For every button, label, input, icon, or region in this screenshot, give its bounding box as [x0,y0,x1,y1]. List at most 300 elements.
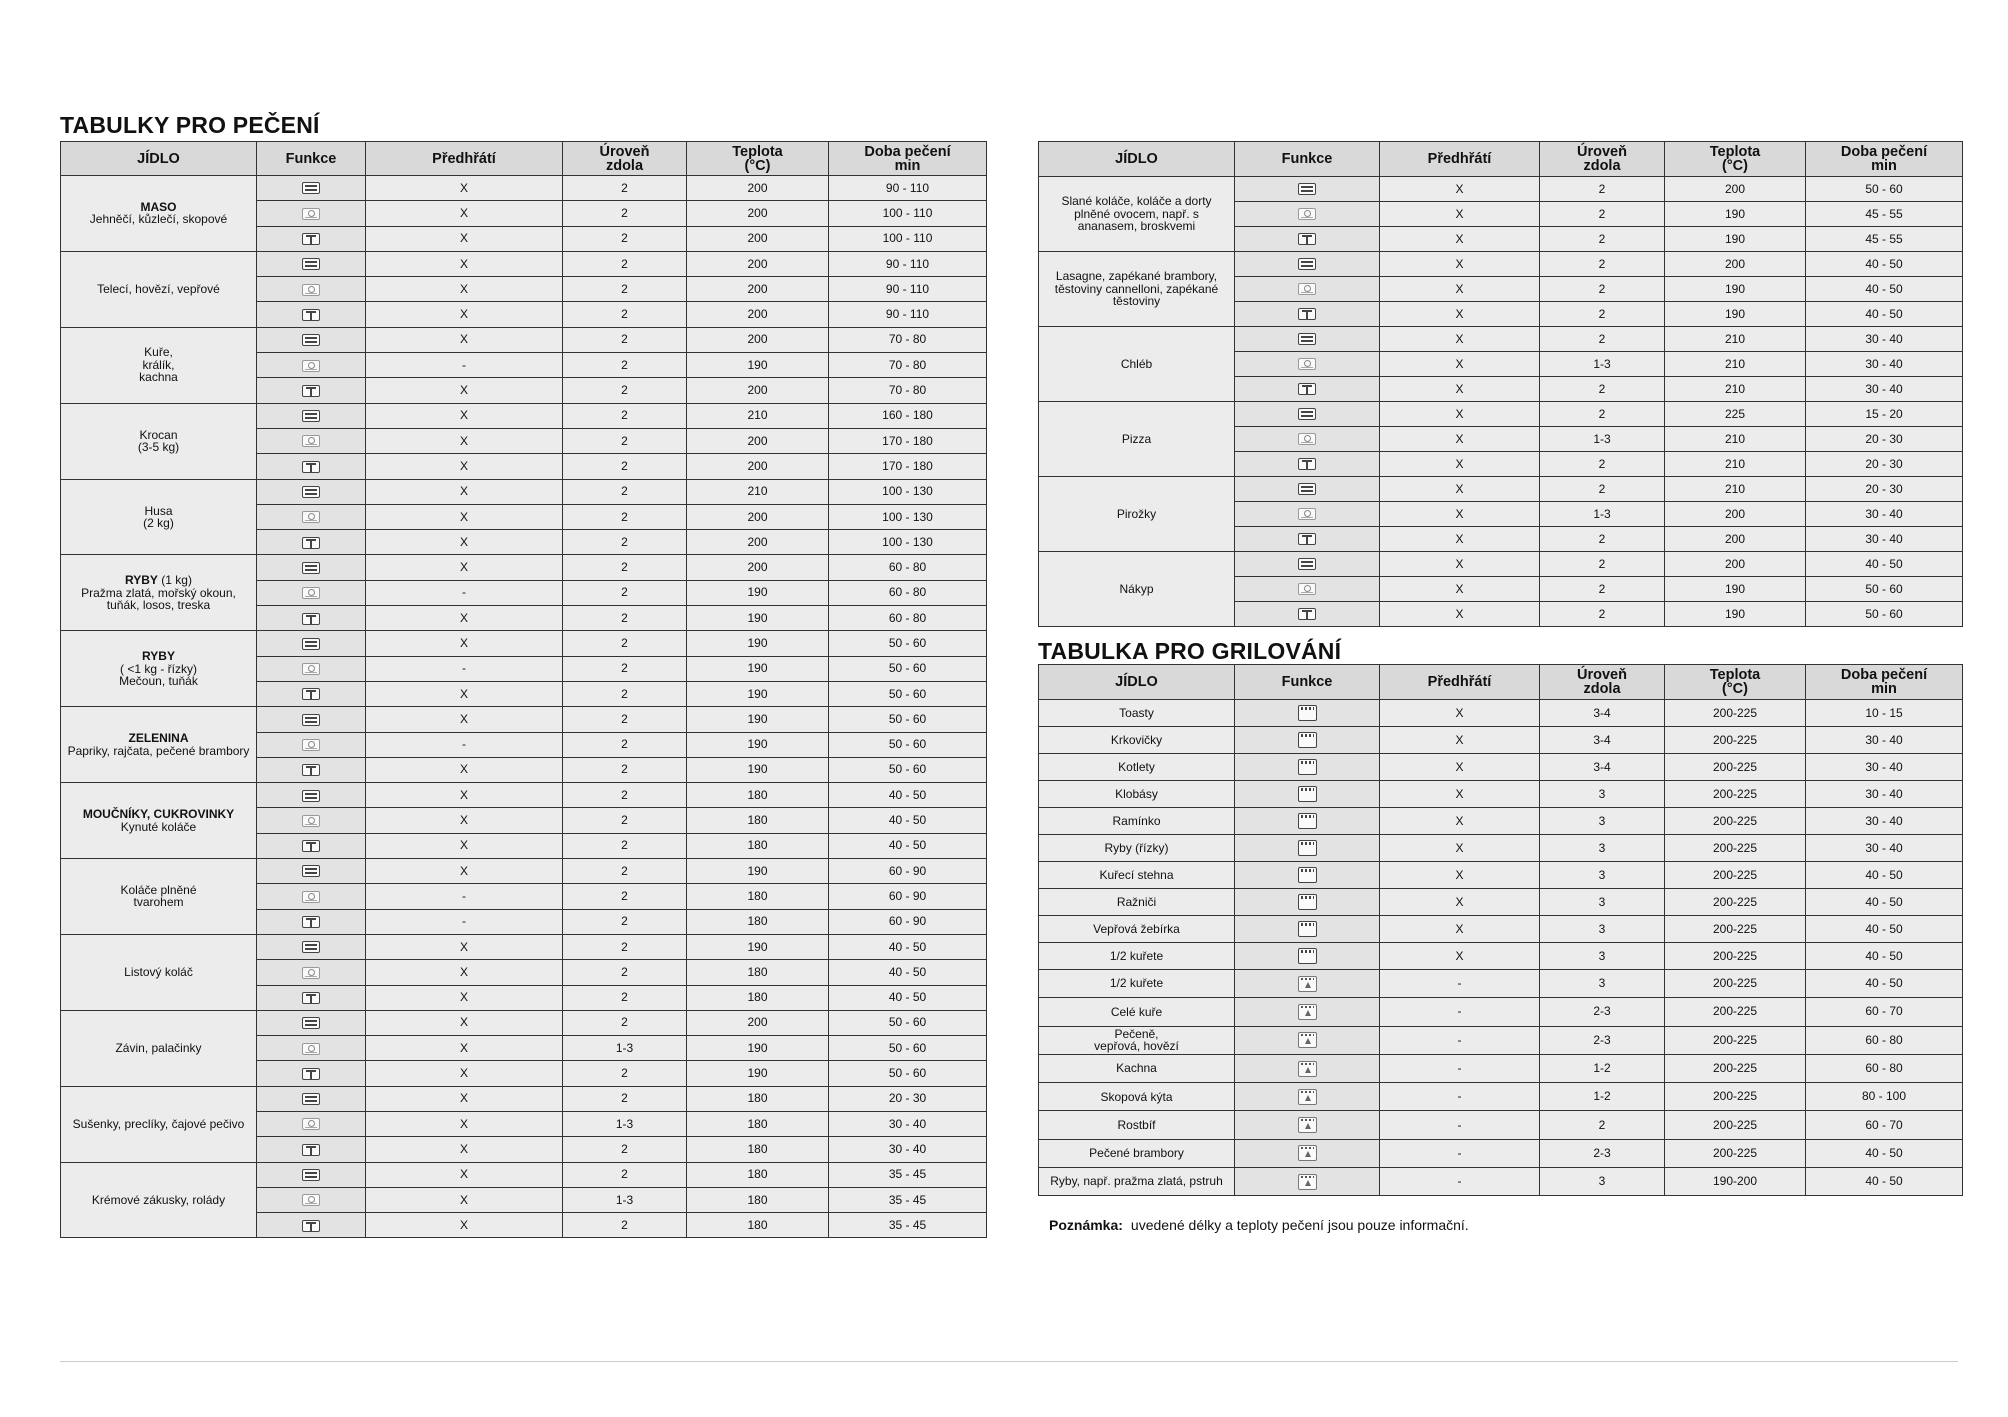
function-cell [1235,781,1380,808]
conventional-oven-icon [302,865,320,877]
bottom-heat-icon [302,1220,320,1232]
conventional-oven-icon [302,1093,320,1105]
level-cell: 2 [1540,377,1665,402]
preheat-cell: X [1380,227,1540,252]
column-header: Předhřátí [1380,665,1540,700]
temperature-cell: 200 [687,1010,829,1035]
table-row [61,859,987,884]
temperature-cell: 210 [1665,452,1806,477]
function-cell [257,985,366,1010]
time-cell: 60 - 90 [829,884,987,909]
function-cell [257,859,366,884]
level-cell: 1-3 [563,1036,687,1061]
preheat-cell: X [366,1086,563,1111]
time-cell: 60 - 80 [829,606,987,631]
level-cell: 2 [563,783,687,808]
function-cell [257,783,366,808]
preheat-cell: X [1380,700,1540,727]
function-cell [1235,916,1380,943]
column-header: Úroveň zdola [1540,665,1665,700]
time-cell: 40 - 50 [1806,552,1963,577]
time-cell: 15 - 20 [1806,402,1963,427]
food-name [61,1086,257,1162]
level-cell: 3 [1540,943,1665,970]
level-cell: 2 [563,909,687,934]
preheat-cell: X [1380,202,1540,227]
table-row [1039,477,1963,502]
function-cell [257,176,366,201]
time-cell: 10 - 15 [1806,700,1963,727]
table-row [1039,970,1963,998]
table-row [1039,754,1963,781]
preheat-cell: X [366,1213,563,1238]
function-cell [1235,577,1380,602]
level-cell: 2 [1540,1111,1665,1139]
temperature-cell: 190 [687,606,829,631]
level-cell: 2 [563,884,687,909]
preheat-cell: - [1380,1054,1540,1082]
function-cell [257,1061,366,1086]
preheat-cell: X [366,327,563,352]
fan-oven-icon [1298,208,1316,220]
temperature-cell: 190 [687,1036,829,1061]
grill-fan-icon [1298,1145,1317,1161]
level-cell: 2 [563,833,687,858]
preheat-cell: - [366,656,563,681]
temperature-cell: 190 [687,757,829,782]
preheat-cell: X [366,1162,563,1187]
temperature-cell: 180 [687,783,829,808]
level-cell: 2 [563,176,687,201]
grill-icon [1298,948,1317,964]
preheat-cell: X [366,1111,563,1136]
level-cell: 1-3 [563,1187,687,1212]
food-description: Kuře, králík, kachna [139,345,178,385]
preheat-cell: X [1380,277,1540,302]
food-name: Toasty [1039,700,1235,727]
food-description: Pizza [1121,431,1152,446]
preheat-cell: X [1380,754,1540,781]
preheat-cell: X [366,707,563,732]
temperature-cell: 190 [1665,277,1806,302]
level-cell: 2 [1540,227,1665,252]
note [1049,1217,1469,1233]
preheat-cell: X [1380,452,1540,477]
time-cell: 35 - 45 [829,1213,987,1238]
time-cell: 50 - 60 [829,656,987,681]
preheat-cell: X [366,985,563,1010]
temperature-cell: 200-225 [1665,1111,1806,1139]
table-row [1039,252,1963,277]
grill-icon [1298,732,1317,748]
temperature-cell: 190 [687,580,829,605]
level-cell: 2 [563,1010,687,1035]
preheat-cell: X [1380,727,1540,754]
table-row [61,251,987,276]
temperature-cell: 200 [1665,502,1806,527]
table-row [61,707,987,732]
preheat-cell: X [366,1061,563,1086]
function-cell [1235,700,1380,727]
temperature-cell: 200 [687,428,829,453]
preheat-cell: X [366,504,563,529]
temperature-cell: 180 [687,985,829,1010]
conventional-oven-icon [1298,258,1316,270]
function-cell [1235,835,1380,862]
temperature-cell: 180 [687,909,829,934]
function-cell [1235,302,1380,327]
preheat-cell: - [1380,970,1540,998]
food-name [1039,402,1235,477]
food-description: Sušenky, preclíky, čajové pečivo [72,1116,245,1131]
table-row [1039,916,1963,943]
level-cell: 1-3 [563,1111,687,1136]
time-cell: 50 - 60 [829,631,987,656]
food-name: Celé kuře [1039,998,1235,1026]
food-name [61,176,257,252]
food-name: Pečené brambory [1039,1139,1235,1167]
time-cell: 20 - 30 [1806,452,1963,477]
level-cell: 2 [1540,327,1665,352]
level-cell: 3 [1540,970,1665,998]
time-cell: 30 - 40 [1806,835,1963,862]
grilling-table-title: TABULKA PRO GRILOVÁNÍ [1038,638,1342,664]
level-cell: 2 [563,1137,687,1162]
function-cell [1235,943,1380,970]
function-cell [1235,227,1380,252]
level-cell: 2 [563,606,687,631]
food-name [1039,552,1235,627]
level-cell: 3 [1540,808,1665,835]
time-cell: 45 - 55 [1806,202,1963,227]
food-description: Slané koláče, koláče a dorty plněné ovocem, např. s ananasem, broskvemi [1061,194,1212,234]
time-cell: 170 - 180 [829,454,987,479]
food-description: Listový koláč [124,965,193,980]
temperature-cell: 180 [687,1111,829,1136]
table-row [61,327,987,352]
preheat-cell: - [1380,998,1540,1026]
temperature-cell: 200-225 [1665,727,1806,754]
preheat-cell: X [1380,477,1540,502]
preheat-cell: X [366,934,563,959]
temperature-cell: 190 [687,859,829,884]
temperature-cell: 190 [687,1061,829,1086]
level-cell: 2 [563,1061,687,1086]
bottom-heat-icon [302,1068,320,1080]
temperature-cell: 180 [687,884,829,909]
fan-oven-icon [1298,358,1316,370]
time-cell: 30 - 40 [1806,781,1963,808]
column-header: Doba pečení min [1806,665,1963,700]
time-cell: 45 - 55 [1806,227,1963,252]
preheat-cell: X [366,176,563,201]
preheat-cell: X [1380,302,1540,327]
table-row [1039,862,1963,889]
temperature-cell: 190 [1665,227,1806,252]
temperature-cell: 190 [687,353,829,378]
function-cell [1235,1111,1380,1139]
conventional-oven-icon [1298,333,1316,345]
time-cell: 70 - 80 [829,327,987,352]
fan-oven-icon [1298,283,1316,295]
time-cell: 30 - 40 [1806,502,1963,527]
conventional-oven-icon [302,182,320,194]
function-cell [1235,1083,1380,1111]
temperature-cell: 180 [687,833,829,858]
preheat-cell: X [366,378,563,403]
table-row [61,783,987,808]
table-row [1039,177,1963,202]
column-header: Teplota (°C) [687,142,829,176]
temperature-cell: 190 [1665,202,1806,227]
function-cell [1235,889,1380,916]
temperature-cell: 180 [687,1086,829,1111]
temperature-cell: 190 [687,631,829,656]
table-row [61,1010,987,1035]
fan-oven-icon [302,891,320,903]
preheat-cell: X [1380,377,1540,402]
function-cell [1235,1054,1380,1082]
food-name: Ryby (řízky) [1039,835,1235,862]
function-cell [257,226,366,251]
column-header: Doba pečení min [829,142,987,176]
temperature-cell: 190 [1665,302,1806,327]
bottom-heat-icon [1298,533,1316,545]
bottom-heat-icon [302,840,320,852]
food-name [1039,177,1235,252]
function-cell [1235,327,1380,352]
food-description: Pirožky [1116,506,1157,521]
food-name [61,479,257,555]
time-cell: 60 - 80 [829,580,987,605]
food-name: Kotlety [1039,754,1235,781]
temperature-cell: 225 [1665,402,1806,427]
temperature-cell: 180 [687,1162,829,1187]
preheat-cell: X [366,530,563,555]
level-cell: 2 [1540,452,1665,477]
preheat-cell: X [366,631,563,656]
temperature-cell: 200 [687,327,829,352]
level-cell: 3 [1540,889,1665,916]
food-name: Rostbíf [1039,1111,1235,1139]
preheat-cell: - [366,580,563,605]
function-cell [257,757,366,782]
temperature-cell: 200-225 [1665,998,1806,1026]
time-cell: 20 - 30 [1806,427,1963,452]
temperature-cell: 200-225 [1665,889,1806,916]
grill-icon [1298,759,1317,775]
temperature-cell: 200-225 [1665,1054,1806,1082]
preheat-cell: X [366,833,563,858]
preheat-cell: X [366,808,563,833]
temperature-cell: 200 [687,530,829,555]
level-cell: 2-3 [1540,998,1665,1026]
fan-oven-icon [302,511,320,523]
function-cell [1235,502,1380,527]
time-cell: 90 - 110 [829,302,987,327]
level-cell: 2-3 [1540,1139,1665,1167]
bottom-heat-icon [302,309,320,321]
conventional-oven-icon [302,1169,320,1181]
function-cell [257,1086,366,1111]
time-cell: 70 - 80 [829,353,987,378]
food-description: Jehněčí, kůzlečí, skopové [89,212,228,227]
temperature-cell: 200-225 [1665,754,1806,781]
conventional-oven-icon [302,562,320,574]
food-description: Husa (2 kg) [143,503,174,530]
temperature-cell: 190 [687,707,829,732]
temperature-cell: 200 [1665,177,1806,202]
grill-fan-icon [1298,1174,1317,1190]
temperature-cell: 200-225 [1665,916,1806,943]
bottom-heat-icon [1298,608,1316,620]
level-cell: 3 [1540,781,1665,808]
temperature-cell: 200 [687,201,829,226]
function-cell [257,1010,366,1035]
fan-oven-icon [302,284,320,296]
function-cell [1235,727,1380,754]
grill-icon [1298,867,1317,883]
conventional-oven-icon [302,258,320,270]
bottom-heat-icon [302,1144,320,1156]
food-name [61,707,257,783]
level-cell: 2 [1540,402,1665,427]
temperature-cell: 200 [687,302,829,327]
preheat-cell: - [366,353,563,378]
time-cell: 40 - 50 [1806,1139,1963,1167]
preheat-cell: X [366,555,563,580]
preheat-cell: - [1380,1139,1540,1167]
food-name: Pečeně, vepřová, hovězí [1039,1026,1235,1054]
function-cell [257,353,366,378]
preheat-cell: X [366,277,563,302]
level-cell: 2 [563,631,687,656]
food-description: Nákyp [1119,581,1154,596]
function-cell [1235,427,1380,452]
function-cell [1235,352,1380,377]
fan-oven-icon [302,360,320,372]
preheat-cell: X [1380,602,1540,627]
function-cell [1235,602,1380,627]
function-cell [257,1162,366,1187]
fan-oven-icon [302,739,320,751]
grill-fan-icon [1298,1117,1317,1133]
time-cell: 50 - 60 [829,757,987,782]
time-cell: 40 - 50 [1806,252,1963,277]
fan-oven-icon [302,1194,320,1206]
function-cell [257,681,366,706]
temperature-cell: 200 [1665,552,1806,577]
table-row [1039,808,1963,835]
level-cell: 3 [1540,1168,1665,1196]
preheat-cell: X [366,859,563,884]
function-cell [257,555,366,580]
temperature-cell: 200-225 [1665,835,1806,862]
conventional-oven-icon [1298,483,1316,495]
function-cell [257,378,366,403]
level-cell: 1-3 [1540,427,1665,452]
bottom-heat-icon [302,688,320,700]
time-cell: 90 - 110 [829,251,987,276]
note-text: uvedené délky a teploty pečení jsou pouze informační. [1130,1217,1469,1233]
time-cell: 40 - 50 [829,808,987,833]
temperature-cell: 200 [687,277,829,302]
time-cell: 40 - 50 [1806,302,1963,327]
level-cell: 2 [563,327,687,352]
temperature-cell: 190-200 [1665,1168,1806,1196]
temperature-cell: 200-225 [1665,1139,1806,1167]
time-cell: 50 - 60 [1806,177,1963,202]
time-cell: 60 - 70 [1806,998,1963,1026]
bottom-heat-icon [302,537,320,549]
conventional-oven-icon [1298,558,1316,570]
time-cell: 170 - 180 [829,428,987,453]
bottom-heat-icon [1298,233,1316,245]
level-cell: 2 [563,479,687,504]
table-row [1039,402,1963,427]
level-cell: 3-4 [1540,727,1665,754]
time-cell: 60 - 80 [1806,1026,1963,1054]
level-cell: 2 [563,201,687,226]
preheat-cell: X [366,783,563,808]
level-cell: 2 [563,985,687,1010]
food-name: Kuřecí stehna [1039,862,1235,889]
food-name [61,859,257,935]
function-cell [257,1137,366,1162]
preheat-cell: X [1380,402,1540,427]
food-category: RYBY [142,649,175,664]
preheat-cell: X [366,960,563,985]
level-cell: 3-4 [1540,700,1665,727]
table-row [1039,943,1963,970]
level-cell: 2 [1540,527,1665,552]
conventional-oven-icon [302,790,320,802]
preheat-cell: - [366,909,563,934]
temperature-cell: 210 [1665,477,1806,502]
fan-oven-icon [302,1043,320,1055]
preheat-cell: X [1380,781,1540,808]
function-cell [257,833,366,858]
function-cell [1235,277,1380,302]
time-cell: 50 - 60 [829,1010,987,1035]
preheat-cell: X [366,251,563,276]
food-name: Ramínko [1039,808,1235,835]
grill-icon [1298,921,1317,937]
function-cell [257,479,366,504]
preheat-cell: X [366,454,563,479]
time-cell: 40 - 50 [829,934,987,959]
table-row [61,403,987,428]
function-cell [257,454,366,479]
preheat-cell: X [366,1137,563,1162]
function-cell [257,1036,366,1061]
function-cell [1235,1026,1380,1054]
preheat-cell: - [366,732,563,757]
preheat-cell: X [1380,252,1540,277]
temperature-cell: 200 [687,251,829,276]
temperature-cell: 200 [687,454,829,479]
table-row [61,176,987,201]
temperature-cell: 200 [687,504,829,529]
level-cell: 2 [1540,277,1665,302]
fan-oven-icon [302,663,320,675]
table-row [1039,1111,1963,1139]
food-name: 1/2 kuřete [1039,943,1235,970]
function-cell [1235,177,1380,202]
time-cell: 40 - 50 [1806,916,1963,943]
time-cell: 30 - 40 [829,1137,987,1162]
food-name: Kachna [1039,1054,1235,1082]
